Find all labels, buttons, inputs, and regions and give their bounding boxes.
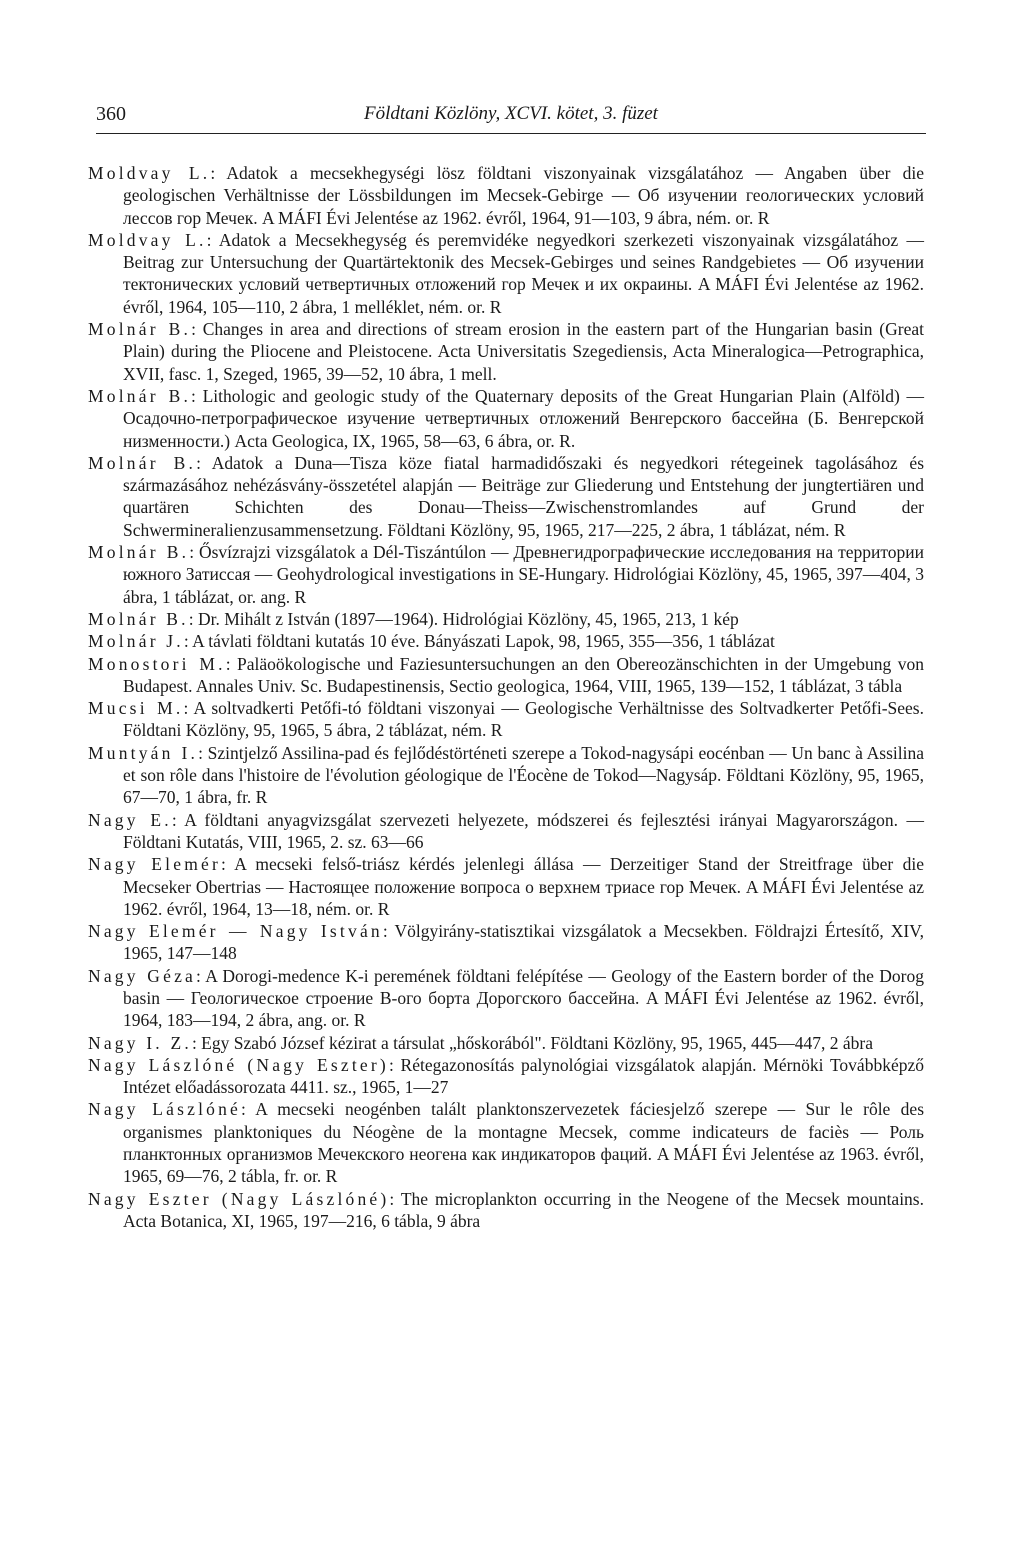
entry-author: Nagy Elemér — Nagy István [88,921,383,942]
entry-text: : The microplankton occurring in the Neogene of the Mecsek mountains. Acta Botanica, XI, 1965, 197—216, 6 tábla, 9 ábra [123,1188,924,1231]
page-header [96,103,926,134]
entry-text: : A soltvadkerti Petőfi-tó földtani viszonyai — Geologische Verhältnisse des Soltvadkerter Petőfi-Sees. Földtani Közlöny, 95, 1965, 5 ábra, 2 táblázat, ném. R [123,698,924,741]
bibliography-entry [88,809,924,854]
bibliography-entry [88,229,924,318]
entry-text: : Adatok a mecsekhegységi lösz földtani viszonyainak vizsgálatához — Angaben über die geologischen Verhältnisse der Lössbildungen im Mecsek-Gebirge — Об изучении геологических условий лессов гор Мечек. A MÁFI Évi Jelentése az 1962. évről, 1964, 91—103, 9 ábra, ném. or. R [123,163,924,228]
entry-author: Molnár J. [88,631,184,652]
entry-text: : Lithologic and geologic study of the Quaternary deposits of the Great Hungarian Plain (Alföld) — Осадочно-петрографическое изучение четвертичных отложений Венгерского бассейна (Б. Венгерской низменности.) Acta Geologica, IX, 1965, 58—63, 6 ábra, or. R. [123,385,924,451]
entry-text: : Dr. Mihált z István (1897—1964). Hidrológiai Közlöny, 45, 1965, 213, 1 kép [188,608,739,629]
bibliography-entry [88,653,924,698]
entry-author: Mucsi M. [88,698,184,719]
entry-text: : Adatok a Mecsekhegység és peremvidéke negyedkori szerkezeti viszonyainak vizsgálatához — Beitrag zur Untersuchung der Quartärtektonik des Mecsek-Gebirges und seines Randgebietes — Об изучении тектонических условий четвертичных отложений гор Мечек и их окраины. A MÁFI Évi Jelentése az 1962. évről, 1964, 105—110, 2 ábra, 1 melléklet, ném. or. R [123,229,925,317]
entry-text: : A Dorogi-medence K-i peremének földtani felépítése — Geology of the Eastern border of the Dorog basin — Геологическое строение В-ого борта Дорогского бассейна. A MÁFI Évi Jelentése az 1962. évről, 1964, 183—194, 2 ábra, ang. or. R [123,965,924,1031]
bibliography-entry [88,385,924,452]
bibliography-list [88,162,924,1232]
bibliography-entry [88,965,924,1032]
bibliography-entry [88,1032,924,1054]
entry-text: : Paläoökologische und Faziesuntersuchungen an den Obereozänschichten in der Umgebung von Budapest. Annales Univ. Sc. Budapestinensis, Sectio geologica, 1964, VIII, 1965, 139—152, 1 táblázat, 3 tábla [123,653,924,696]
entry-text: : Egy Szabó József kézirat a társulat „hőskorából". Földtani Közlöny, 95, 1965, 445—447, 2 ábra [191,1032,874,1053]
entry-text: : Adatok a Duna—Tisza köze fiatal harmadidőszaki és negyedkori rétegeinek tagolásához és származásához nehézásvány-összetétel alapján — Beiträge zur Gliederung und Entstehung der jungtertiären und quartären Schichten des Donau—Theiss—Zwischenstromlandes auf Grund der Schwermineralienzusammensetzung. Földtani Közlöny, 95, 1965, 217—225, 2 ábra, 1 táblázat, ném. R [123,452,924,540]
running-title: Földtani Közlöny, XCVI. kötet, 3. füzet [364,103,658,124]
entry-text: : A távlati földtani kutatás 10 éve. Bányászati Lapok, 98, 1965, 355—356, 1 táblázat [183,631,775,652]
entry-author: Molnár B. [88,385,192,406]
entry-author: Nagy I. Z. [88,1032,192,1053]
entry-author: Muntyán I. [88,742,199,763]
entry-text: : Rétegazonosítás palynológiai vizsgálatok alapján. Mérnöki Továbbképző Intézet előadássorozata 4411. sz., 1965, 1—27 [123,1054,924,1098]
bibliography-entry [88,162,924,229]
bibliography-entry [88,742,924,809]
entry-text: : Völgyirány-statisztikai vizsgálatok a Mecsekben. Földrajzi Értesítő, XIV, 1965, 147—148 [123,921,924,964]
entry-author: Molnár B. [88,608,189,629]
entry-text: : A mecseki neogénben talált planktonszervezetek fáciesjelző szerepe — Sur le rôle des organismes planktoniques du Néogène de la montagne Mecsek, comme indicateurs de faciès — Роль планктонных организмов Мечекского неогена как индикаторов фаций. A MÁFI Évi Jelentése az 1963. évről, 1965, 69—76, 2 tábla, fr. or. R [123,1099,925,1187]
entry-author: Moldvay L. [88,229,207,250]
bibliography-entry [88,318,924,385]
entry-text: : A mecseki felső-triász kérdés jelenlegi állása — Derzeitiger Stand der Streitfrage über die Mecseker Obertrias — Настоящее положение вопроса о верхнем триасе гор Мечек. A MÁFI Évi Jelentése az 1962. évről, 1964, 13—18, ném. or. R [123,854,925,919]
bibliography-entry [88,1054,924,1099]
bibliography-entry [88,697,924,742]
bibliography-entry [88,630,924,652]
entry-text: : Changes in area and directions of stream erosion in the eastern part of the Hungarian basin (Great Plain) during the Pliocene and Pleistocene. Acta Universitatis Szegediensis, Acta Mineralogica—Petrographica, XVII, fasc. 1, Szeged, 1965, 39—52, 10 ábra, 1 mell. [123,319,924,384]
bibliography-entry [88,1098,924,1187]
entry-author: Molnár B. [88,319,192,340]
entry-text: : Ősvízrajzi vizsgálatok a Dél-Tiszántúlon — Древнегидрографические исследования на территории южного Затиссая — Geohydrological investigations in SE-Hungary. Hidrológiai Közlöny, 45, 1965, 397—404, 3 ábra, 1 táblázat, or. ang. R [123,542,924,607]
entry-author: Moldvay L. [88,163,211,183]
entry-author: Nagy Eszter (Nagy Lászlóné) [88,1188,390,1209]
entry-author: Nagy Elemér [88,854,222,875]
entry-author: Nagy Lászlóné [88,1099,242,1120]
bibliography-entry [88,1188,924,1233]
entry-author: Nagy Lászlóné (Nagy Eszter) [88,1054,389,1075]
page-number: 360 [96,103,126,125]
entry-author: Nagy Géza [88,965,197,986]
entry-author: Nagy E. [88,809,172,830]
entry-text: : A földtani anyagvizsgálat szervezeti helyezete, módszerei és fejlesztési irányai Magyarországon. — Földtani Kutatás, VIII, 1965, 2. sz. 63—66 [123,809,924,852]
bibliography-entry [88,853,924,920]
bibliography-entry [88,920,924,965]
entry-author: Molnár B. [88,452,197,473]
entry-author: Monostori M. [88,653,226,674]
bibliography-entry [88,452,924,541]
bibliography-entry [88,541,924,608]
bibliography-entry [88,608,924,630]
entry-author: Molnár B. [88,542,190,563]
entry-text: : Szintjelző Assilina-pad és fejlődéstörténeti szerepe a Tokod-nagysápi eocénban — Un banc à Assilina et son rôle dans l'histoire de l'évolution géologique de l'Éocène de Tokod—Nagysáp. Földtani Közlöny, 95, 1965, 67—70, 1 ábra, fr. R [123,742,924,808]
